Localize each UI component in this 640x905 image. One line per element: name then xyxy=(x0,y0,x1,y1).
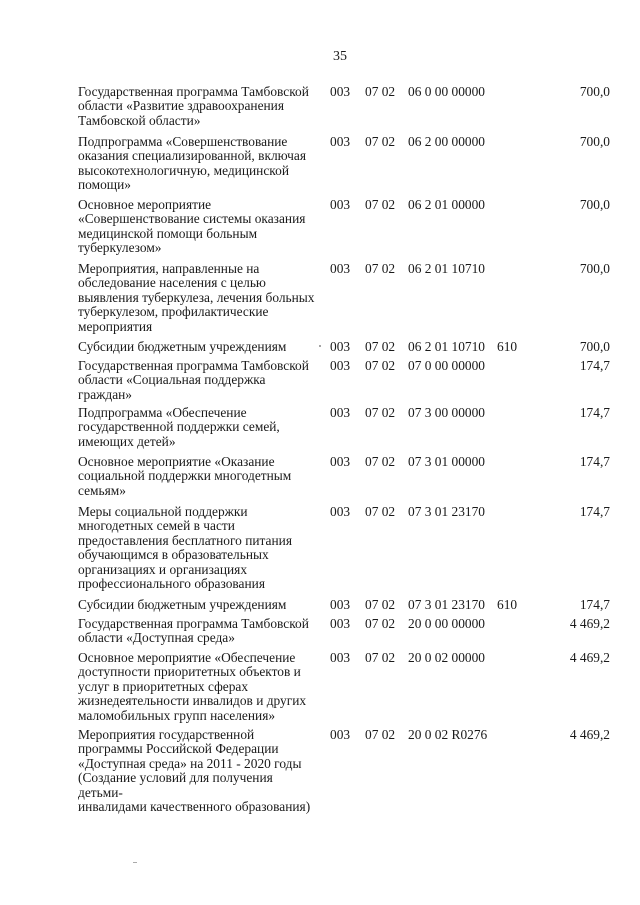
row-name: Основное мероприятие «Совершенствование системы оказания медицинской помощи больным туберкулезом» xyxy=(78,197,306,256)
row-amount: 174,7 xyxy=(579,454,610,469)
row-amount: 174,7 xyxy=(579,504,610,519)
row-target-code: 07 3 01 00000 xyxy=(408,454,485,469)
row-section-code: 07 02 xyxy=(365,597,396,612)
row-admin-code: 003 xyxy=(330,727,351,742)
row-name: Меры социальной поддержки многодетных семей в части предоставления бесплатного питания обучающимся в образовательных организациях и организациях профессионального образования xyxy=(78,504,292,592)
row-admin-code: 003 xyxy=(330,616,351,631)
row-target-code: 07 0 00 00000 xyxy=(408,358,485,373)
row-target-code: 06 2 00 00000 xyxy=(408,134,485,149)
row-name: Государственная программа Тамбовской области «Развитие здравоохранения Тамбовской области» xyxy=(78,84,309,128)
row-section-code: 07 02 xyxy=(365,84,396,99)
row-name: Мероприятия государственной программы Российской Федерации «Доступная среда» на 2011 - 2020 годы (Создание условий для получения детьми- инвалидами качественного образования) xyxy=(78,727,311,815)
row-amount: 700,0 xyxy=(579,84,610,99)
row-name: Субсидии бюджетным учреждениям xyxy=(78,597,287,612)
row-section-code: 07 02 xyxy=(365,358,396,373)
row-admin-code: 003 xyxy=(330,358,351,373)
row-admin-code: 003 xyxy=(330,134,351,149)
row-admin-code: 003 xyxy=(330,454,351,469)
row-name: Подпрограмма «Обеспечение государственной поддержки семей, имеющих детей» xyxy=(78,405,280,449)
row-name: Мероприятия, направленные на обследование населения с целью выявления туберкулеза, лечения больных туберкулезом, профилактические мероприятия xyxy=(78,261,315,334)
row-section-code: 07 02 xyxy=(365,405,396,420)
row-section-code: 07 02 xyxy=(365,134,396,149)
row-name: Основное мероприятие «Обеспечение доступности приоритетных объектов и услуг в приоритетных сферах жизнедеятельности инвалидов и других маломобильных групп населения» xyxy=(78,650,307,723)
row-admin-code: 003 xyxy=(330,197,351,212)
row-admin-code: 003 xyxy=(330,504,351,519)
row-name: Подпрограмма «Совершенствование оказания специализированной, включая высокотехнологичную, медицинской помощи» xyxy=(78,134,306,193)
row-amount: 4 469,2 xyxy=(569,727,610,742)
scan-mark xyxy=(133,862,137,863)
row-section-code: 07 02 xyxy=(365,339,396,354)
row-section-code: 07 02 xyxy=(365,650,396,665)
row-amount: 700,0 xyxy=(579,339,610,354)
row-admin-code: 003 xyxy=(330,339,351,354)
row-amount: 700,0 xyxy=(579,261,610,276)
row-admin-code: 003 xyxy=(330,405,351,420)
row-admin-code: 003 xyxy=(330,650,351,665)
row-target-code: 07 3 01 23170 xyxy=(408,504,485,519)
row-name: Субсидии бюджетным учреждениям xyxy=(78,339,287,354)
row-admin-code: 003 xyxy=(330,261,351,276)
row-amount: 174,7 xyxy=(579,597,610,612)
row-target-code: 06 2 01 00000 xyxy=(408,197,485,212)
row-target-code: 06 0 00 00000 xyxy=(408,84,485,99)
row-section-code: 07 02 xyxy=(365,616,396,631)
row-section-code: 07 02 xyxy=(365,454,396,469)
row-target-code: 07 3 01 23170 xyxy=(408,597,485,612)
row-target-code: 06 2 01 10710 xyxy=(408,261,485,276)
row-target-code: 20 0 02 R0276 xyxy=(408,727,488,742)
row-target-code: 20 0 00 00000 xyxy=(408,616,485,631)
row-name: Государственная программа Тамбовской области «Социальная поддержка граждан» xyxy=(78,358,309,402)
row-section-code: 07 02 xyxy=(365,504,396,519)
row-amount: 4 469,2 xyxy=(569,616,610,631)
row-section-code: 07 02 xyxy=(365,261,396,276)
row-target-code: 07 3 00 00000 xyxy=(408,405,485,420)
row-name: Государственная программа Тамбовской области «Доступная среда» xyxy=(78,616,309,646)
row-admin-code: 003 xyxy=(330,597,351,612)
page-number: 35 xyxy=(333,49,347,64)
row-amount: 700,0 xyxy=(579,197,610,212)
row-amount: 700,0 xyxy=(579,134,610,149)
row-expense-type: 610 xyxy=(497,597,518,612)
row-expense-type: 610 xyxy=(497,339,518,354)
row-amount: 174,7 xyxy=(579,405,610,420)
row-admin-code: 003 xyxy=(330,84,351,99)
row-amount: 4 469,2 xyxy=(569,650,610,665)
row-amount: 174,7 xyxy=(579,358,610,373)
row-section-code: 07 02 xyxy=(365,727,396,742)
row-section-code: 07 02 xyxy=(365,197,396,212)
row-target-code: 20 0 02 00000 xyxy=(408,650,485,665)
row-name: Основное мероприятие «Оказание социальной поддержки многодетным семьям» xyxy=(78,454,292,498)
scan-speck xyxy=(319,345,321,347)
row-target-code: 06 2 01 10710 xyxy=(408,339,485,354)
